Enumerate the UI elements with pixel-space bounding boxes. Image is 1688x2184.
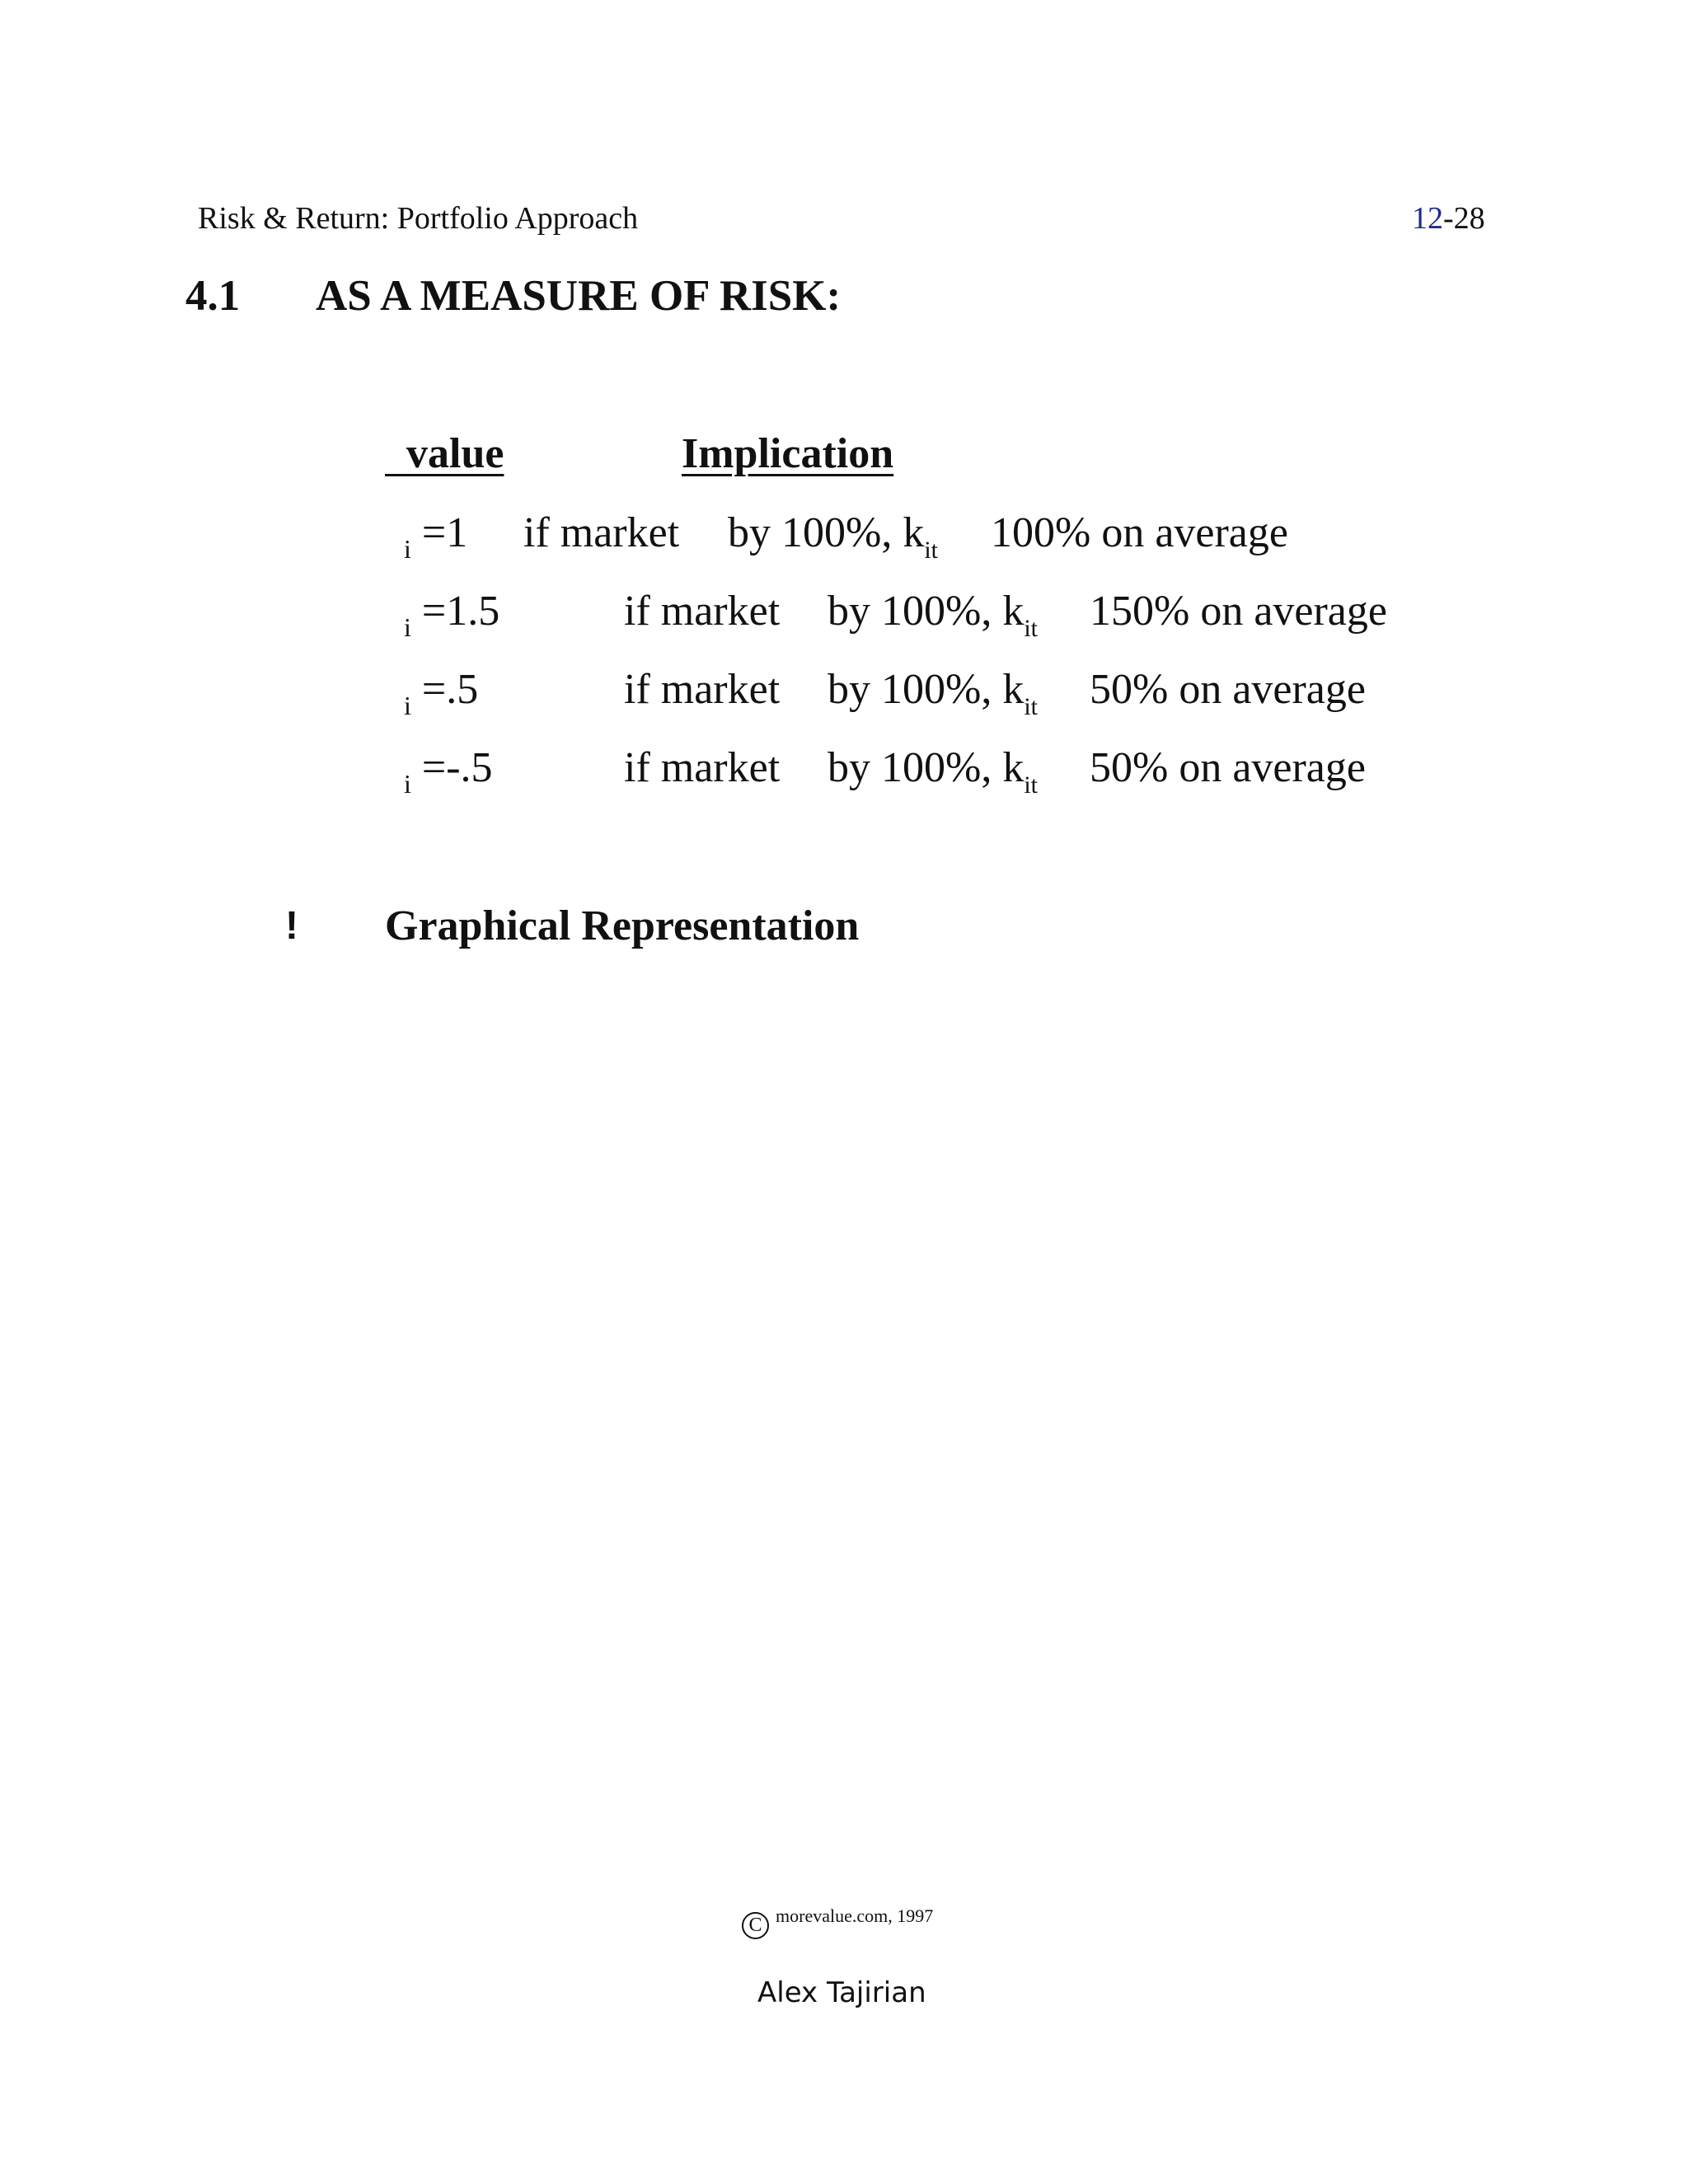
beta-value: =1.5 <box>410 588 500 635</box>
k-subscript: it <box>1024 771 1038 799</box>
column-header-implication: Implication <box>682 430 894 477</box>
beta-subscript: i <box>404 534 411 564</box>
table-row-condition: if market <box>624 588 781 635</box>
beta-value: =1 <box>410 509 468 556</box>
beta-subscript: i <box>404 612 411 642</box>
section-title: AS A MEASURE OF RISK: <box>316 272 842 320</box>
magnitude-text: by 100%, k <box>828 666 1025 713</box>
magnitude-text: by 100%, k <box>728 509 925 556</box>
magnitude-text: by 100%, k <box>828 588 1025 635</box>
k-subscript: it <box>1024 615 1038 642</box>
beta-value: =.5 <box>410 666 479 713</box>
table-row-magnitude <box>828 663 1038 720</box>
copyright-text: morevalue.com, 1997 <box>776 1905 934 1926</box>
section-heading <box>185 270 842 321</box>
section-number: 4.1 <box>185 272 241 320</box>
bullet-heading: Graphical Representation <box>385 902 860 949</box>
table-row-magnitude <box>828 742 1038 799</box>
copyright-notice <box>742 1904 933 1939</box>
author-name: Alex Tajirian <box>757 1976 926 2009</box>
table-row-magnitude <box>728 507 938 564</box>
table-row-value <box>404 742 493 799</box>
table-row-condition: if market <box>624 744 781 791</box>
table-row-value <box>404 663 479 720</box>
beta-subscript: i <box>404 691 411 720</box>
k-subscript: it <box>924 537 938 564</box>
page-chapter: 12 <box>1412 201 1443 236</box>
table-row-magnitude <box>828 585 1038 642</box>
table-row-result: 50% on average <box>1090 666 1366 713</box>
k-subscript: it <box>1024 693 1038 720</box>
table-row-result: 50% on average <box>1090 744 1366 791</box>
table-row-value <box>404 507 468 564</box>
table-row-result: 100% on average <box>991 509 1288 556</box>
beta-subscript: i <box>404 769 411 799</box>
copyright-icon: C <box>742 1912 769 1939</box>
beta-value: =-.5 <box>410 744 493 791</box>
page-suffix: -28 <box>1443 201 1485 236</box>
table-row-condition: if market <box>624 666 781 713</box>
page-number <box>1412 199 1485 237</box>
running-title: Risk & Return: Portfolio Approach <box>198 201 639 236</box>
magnitude-text: by 100%, k <box>828 744 1025 791</box>
table-row-value <box>404 585 500 642</box>
column-header-value: value <box>385 430 504 477</box>
table-row-condition: if market <box>523 509 680 556</box>
table-row-result: 150% on average <box>1090 588 1387 635</box>
bullet-exclamation-icon: ! <box>285 904 298 948</box>
